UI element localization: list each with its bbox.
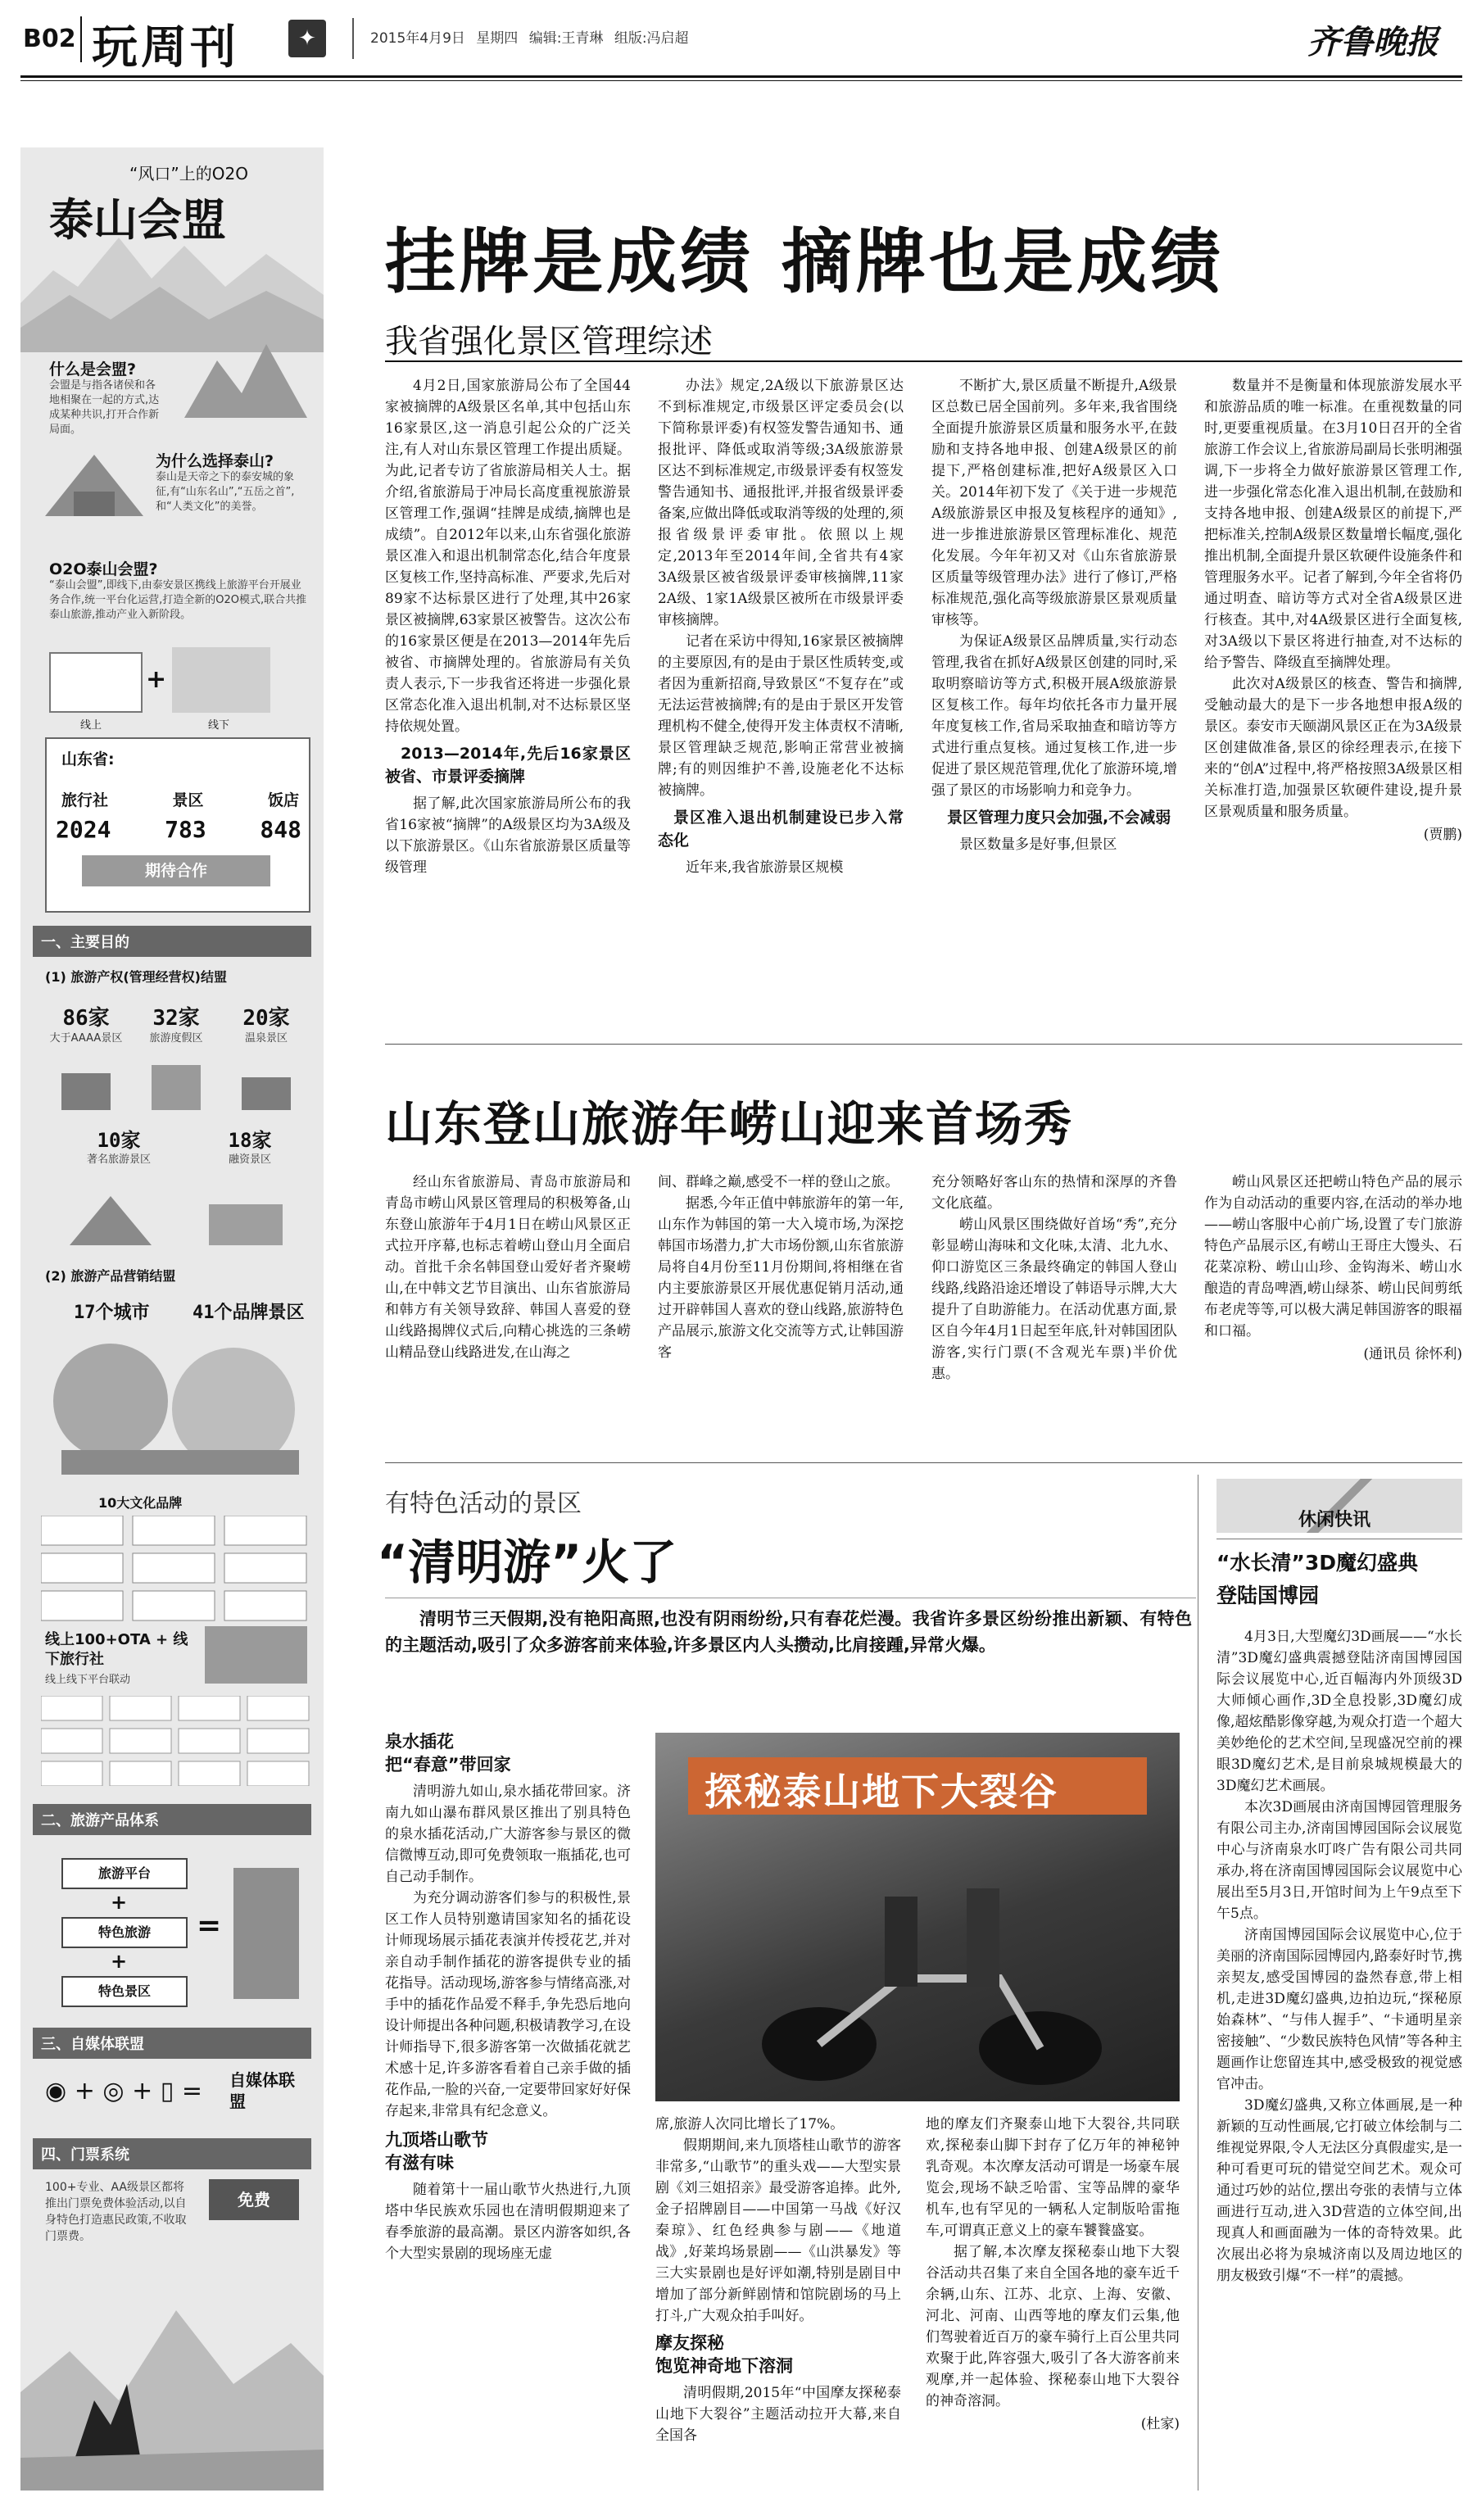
ota-label: 线上100+OTA + 线下旅行社 [45,1631,188,1668]
article3-paragraph: 据了解,本次摩友探秘泰山地下大裂谷活动共召集了来自全国各地的豪车近千余辆,山东、江苏、北京、上海、安徽、河北、河南、山西等地的摩友们云集,他们驾驶着近百万的豪车骑行上百公里共同欢聚于此,阵容强大,吸引了各大游客前来观摩,并一起体验、探秘泰山地下大裂谷的神奇溶洞。 [926,2244,1180,2409]
article1-bottom-rule [385,1044,1462,1045]
article2-column-4 [1204,1172,1462,1450]
article1-paragraph: 此次对A级景区的核查、警告和摘牌,受触动最大的是下一步各地想申报A级的景区。泰安市天颐湖风景区正在为3A级景区创建做准备,景区的徐经理表示,在接下来的“创A”过程中,将严格按照3A级景区相关标准打造,加强景区软硬件建设,提升景区景观质量和服务质量。 [1204,676,1462,820]
travel-agency-icon [205,1626,307,1684]
article1-column-2 [658,375,904,1031]
article1-column-3 [931,375,1177,1031]
article2-byline: (通讯员 徐怀利) [1363,1346,1462,1362]
brand-scenic-count: 41个品牌景区 [193,1303,305,1323]
header-divider [80,16,82,62]
article3-subhead: 把“春意”带回家 [385,1755,511,1774]
offline-label: 线下 [208,719,230,732]
article1-subtitle: 我省强化景区管理综述 [385,323,713,360]
stats-label-travel-agency: 旅行社 [61,791,109,809]
section1-stat [225,1001,307,1046]
article2-paragraph: 据悉,今年正值中韩旅游年的第一年,山东作为韩国的第一大入境市场,为深挖韩国市场潜力,扩大市场份额,山东省旅游局将自4月份至11月份期间,将相继在省内主要旅游景区开展优惠促销月活动,通过开辟韩国人喜欢的登山线路,旅游特色产品展示,旅游文化交流等方式,让韩国游客 [658,1195,904,1361]
section1-stat-desc: 融资景区 [228,1153,271,1166]
sidebar-answer-2: 泰山是天帝之下的泰安城的象征,有“山东名山”,“五岳之首”,和“人类文化”的美誉。 [156,471,295,513]
header-rule [20,75,1462,78]
section1-stat-num: 10家 [97,1129,141,1152]
culture-brands-label: 10大文化品牌 [98,1495,183,1511]
article2-paragraph: 间、群峰之巅,感受不一样的登山之旅。 [658,1174,899,1190]
social-media-icons: ◉ + ◎ + ▯ = [45,2077,202,2105]
section1-stat-desc: 温泉景区 [244,1032,288,1045]
section1-stat-desc: 著名旅游景区 [86,1153,151,1166]
sidebar-title: 泰山会盟 [49,193,226,246]
product-package-icon [233,1868,299,1999]
section1-stat-num: 20家 [242,1006,290,1031]
free-ticket-badge: 免费 [209,2179,299,2220]
product-system-item: 特色景区 [61,1976,188,2007]
plus-sign: + [111,1891,128,1914]
article2-column-2 [658,1172,904,1450]
article4-paragraph: 本次3D画展由济南国博园管理服务有限公司主办,济南国博园国际会议展览中心与济南泉水叮咚广告有限公司共同承办,将在济南国博园国际会议展览中心展出至5月3日,开馆时间为上午9点至下午5点。 [1216,1799,1462,1922]
cities-count: 17个城市 [74,1303,150,1323]
article3-subhead: 九顶塔山歌节 [385,2130,488,2150]
plus-sign: + [111,1950,128,1973]
ota-sublabel: 线上线下平台联动 [45,1674,131,1686]
article1-paragraph: 景区数量多是好事,但景区 [959,836,1117,853]
article2-paragraph: 崂山风景区还把崂山特色产品的展示作为自动活动的重要内容,在活动的举办地——崂山客服中心前广场,设置了专门旅游特色产品展示区,有崂山王哥庄大馒头、石花菜凉粉、崂山山珍、金钩海米、崂山水酿造的青岛啤酒,崂山绿茶、崂山民间剪纸布老虎等等,可以极大满足韩国游客的眼福和口福。 [1204,1174,1462,1339]
product-system-item: 旅游平台 [61,1858,188,1889]
section1-stats [45,1001,307,1046]
article1-rule [385,360,1462,362]
article1-subhead: 景区准入退出机制建设已步入常态化 [658,809,904,850]
article4-title-line: 登陆国博园 [1216,1584,1320,1607]
plus-sign: + [146,665,167,694]
article3-subhead: 有滋有味 [385,2153,454,2173]
section1-stat-num: 32家 [152,1006,200,1031]
article3-paragraph: 席,旅游人次同比增长了17%。 [655,2116,845,2132]
stats-value-travel-agency: 2024 [56,816,111,843]
sidebar-question-2: 为什么选择泰山? [156,452,274,470]
article2-title: 山东登山旅游年崂山迎来首场秀 [385,1096,1074,1152]
sidebar-answer-1: 会盟是与指各诸侯和各地相聚在一起的方式,达成某种共识,打开合作新局面。 [49,379,160,436]
article3-kicker: 有特色活动的景区 [385,1489,582,1518]
sidebar-section-2: 二、旅游产品体系 [33,1804,311,1835]
article2-paragraph: 充分领略好客山东的热情和深厚的齐鲁文化底蕴。 [931,1174,1177,1212]
article1-title: 挂牌是成绩 摘牌也是成绩 [385,221,1224,303]
article3-paragraph: 假期期间,来九顶塔桂山歌节的游客非常多,“山歌节”的重头戏——大型实景剧《刘三姐招亲》最受游客追捧。此外,金子招牌剧目——中国第一马战《好汉秦琼》、红色经典参与剧——《地道战》,好莱坞场景剧——《山洪暴发》等三大实景剧也是好评如潮,特别是剧目中增加了部分新鲜剧情和馆院剧场的马上打斗,广大观众拍手叫好。 [655,2137,901,2324]
product-system-item: 特色旅游 [61,1917,188,1948]
section1-stat-desc: 大于AAAA景区 [49,1032,123,1045]
article3-column-3 [926,2114,1180,2491]
stats-labels [61,788,299,810]
article1-subhead: 景区管理力度只会加强,不会减弱 [947,809,1171,827]
article1-paragraph: 记者在采访中得知,16家景区被摘牌的主要原因,有的是由于景区性质转变,或者因为重新招商,导致景区“不复存在”或无法运营被摘牌;有的是由于景区开发管理机构不健全,使得开发主体责权不清晰,景区管理缺乏规范,影响正常营业被摘牌;有的则因维护不善,设施老化不达标被摘牌。 [658,633,904,799]
stats-label-scenic: 景区 [172,791,204,809]
article3-byline: (杜家) [1140,2416,1180,2432]
article1-paragraph: 为保证A级景区品牌质量,实行动态管理,我省在抓好A级景区创建的同时,采取明察暗访等方式,积极开展A级旅游景区复核工作。每年均依托各市力量开展年度复核工作,省局采取抽查和暗访等方式进行重点复核。通过复核工作,进一步促进了景区规范管理,优化了旅游环境,增强了景区的市场影响力和竞争力。 [931,633,1177,799]
sidebar-section-3: 三、自媒体联盟 [33,2028,311,2059]
article2-bottom-rule [385,1462,1462,1463]
stats-value-hotel: 848 [260,816,301,843]
motorcycle-cave-photo [655,1733,1180,2101]
article3-paragraph: 为充分调动游客们参与的积极性,景区工作人员特别邀请国家知名的插花设计师现场展示插花表演并传授花艺,并对亲自动手制作插花的游客提供专业的插花指导。活动现场,游客参与情绪高涨,对手中的插花作品爱不释手,争先恐后地向设计师提出各种问题,积极请教学习,在设计师指导下,很多游客第一次做插花就艺术感十足,许多游客看着自己亲手做的插花作品,一脸的兴奋,一定要带回家好好保存起来,非常具有纪念意义。 [385,1890,631,2119]
header-rule-thin [20,80,1462,81]
article1-paragraph: 4月2日,国家旅游局公布了全国44家被摘牌的A级景区名单,其中包括山东16家景区,这一消息引起公众的广泛关注,有人对山东景区管理工作提出质疑。为此,记者专访了省旅游局相关人士。据介绍,省旅游局于冲局长高度重视旅游景区管理工作,强调“挂牌是成绩,摘牌也是成绩”。自2012年以来,山东省强化旅游景区准入和退出机制常态化,结合年度景区复核工作,坚持高标准、严要求,先后对89家不达标景区进行了处理,其中26家景区被摘牌,63家景区被警告。这次公布的16家景区便是在2013—2014年先后被省、市摘牌处理的。省旅游局有关负责人表示,下一步我省还将进一步强化景区常态化准入退出机制,对不达标景区坚持依规处置。 [385,378,631,735]
stats-value-scenic: 783 [165,816,206,843]
section1-stat [45,1001,127,1046]
sidebar-answer-3: “泰山会盟”,即线下,由泰安景区携线上旅游平台开展业务合作,统一平台化运营,打造全新的O2O模式,联合共推泰山旅游,推动产业入新阶段。 [49,579,307,621]
article1-paragraph: 据了解,此次国家旅游局所公布的我省16家被“摘牌”的A级景区均为3A级及以下旅游景区。《山东省旅游景区质量等级管理 [385,795,631,876]
article2-column-3 [931,1172,1177,1450]
article1-column-1 [385,375,631,1031]
mountain-silhouette-illustration [20,2261,324,2491]
sidebar-section-1a: (1) 旅游产权(管理经营权)结盟 [45,969,227,985]
article1-paragraph: 近年来,我省旅游景区规模 [686,859,844,876]
article2-column-1 [385,1172,631,1450]
pagoda-icon [176,328,315,426]
storefront-icon [172,647,270,713]
section1-stat [70,1124,168,1167]
article4-paragraph: 济南国博园国际会议展览中心,位于美丽的济南国际园博园内,路泰好时节,携亲契友,感受国博园的盎然春意,带上相机,走进3D魔幻盛典,边拍边玩,“探秘原始森林”、“与伟人握手”、“卡通明星亲密接触”、“少数民族特色风情”等各种主题画作让您留连其中,感受极致的视觉感官冲击。 [1216,1927,1462,2092]
date-line: 2015年4月9日 星期四 编辑:王青琳 组版:冯启超 [370,30,689,47]
sidebar-question-3: O2O泰山会盟? [49,560,158,578]
expect-cooperation-banner: 期待合作 [82,855,270,886]
article3-column-1 [385,1730,631,2492]
ota-logo-grid [41,1696,311,1786]
section1-stat-num: 18家 [228,1129,272,1152]
article3-title: “清明游”火了 [377,1534,677,1590]
newspaper-logo: 齐鲁晚报 [1307,23,1438,61]
leisure-news-label: 休闲快讯 [1298,1510,1371,1530]
sidebar-section-1b: (2) 旅游产品营销结盟 [45,1268,176,1284]
article1-paragraph: 办法》规定,2A级以下旅游景区达不到标准规定,市级景区评定委员会(以下简称景评委)有权签发警告通知书、通报批评、降低或取消等级;3A级旅游景区达不到标准规定,市级景评委有权签发警告通知书、通报批评,并报省级景评委备案,应做出降低或取消等级的处理的,须报省级景评委审批。依照以上规定,2013年至2014年间,全省共有4家3A级景区被省级景评委审核摘牌,11家2A级、1家1A级景区被所在市级景评委审核摘牌。 [658,378,904,628]
scenic-buildings-icons [45,1172,307,1253]
online-label: 线上 [80,719,102,732]
media-alliance-label: 自媒体联盟 [229,2070,295,2111]
sidebar-section-4: 四、门票系统 [33,2138,311,2169]
section-title: 玩周刊 [92,21,239,75]
page-number: B02 [23,25,76,53]
article3-lead: 清明节三天假期,没有艳阳高照,也没有阴雨纷纷,只有春花烂漫。我省许多景区纷纷推出新颖、有特色的主题活动,吸引了众多游客前来体验,许多景区内人头攒动,比肩接踵,异常火爆。 [385,1609,1192,1655]
temple-icon [41,442,147,524]
article4-title-line: “水长清”3D魔幻盛典 [1216,1551,1419,1575]
section1-stat-desc: 旅游度假区 [149,1032,203,1045]
article3-subhead: 饱览神奇地下溶洞 [655,2356,793,2376]
sidebar-kicker: “风口”上的O2O [129,164,248,184]
section1-stat [135,1001,217,1046]
section1-stats-2 [70,1124,299,1167]
article1-column-4 [1204,375,1462,1031]
article3-subhead: 泉水插花 [385,1732,454,1752]
weekly-logo-icon: ✦ [288,20,326,57]
article2-paragraph: 经山东省旅游局、青岛市旅游局和青岛市崂山风景区管理局的积极筹备,山东登山旅游年于4月1日在崂山风景区正式拉开序幕,也标志着崂山登山月全面启动。首批千余名韩国登山爱好者齐聚崂山,在中韩文艺节目演出、山东省旅游局和韩方有关领导致辞、韩国人喜爱的登山线路揭牌仪式后,向精心挑选的三条崂山精品登山线路进发,在山海之 [385,1174,631,1361]
equals-sign: = [197,1909,222,1942]
article1-paragraph: 数量并不是衡量和体现旅游发展水平和旅游品质的唯一标准。在重视数量的同时,更要重视质量。在3月10日召开的全省旅游工作会议上,省旅游局副局长张明湘强调,下一步将全力做好旅游景区管理工作,进一步强化常态化准入退出机制,在鼓励和支持各地申报、创建A级景区的前提下,严把标准关,控制A级景区数量增长幅度,强化推出机制,全面提升景区软硬件设施条件和管理服务水平。记者了解到,今年全省将仍通过明查、暗访等方式对全省A级景区进行核查。其中,对4A级景区进行全面复核,对3A级以下景区将进行抽查,对不达标的给予警告、降级直至摘牌处理。 [1204,378,1462,671]
travel-collage-illustration [45,1327,307,1483]
stats-label-hotel: 饭店 [267,791,299,809]
article4-paragraph: 3D魔幻盛典,又称立体画展,是一种新颖的互动性画展,它打破立体绘制与二维视觉界限,令人无法区分真假虚实,是一种可看更可玩的错觉空间艺术。观众可通过巧妙的站位,摆出夸张的表情与立体画进行互动,进入3D营造的立体空间,出现真人和画面融为一体的奇特效果。此次展出必将为泉城济南以及周边地区的朋友极致引爆“不一样”的震撼。 [1216,2097,1462,2284]
stats-region: 山东省: [61,750,115,768]
article3-paragraph: 地的摩友们齐聚泰山地下大裂谷,共同联欢,探秘泰山脚下封存了亿万年的神秘钟乳奇观。本次摩友活动可谓是一场豪车展览会,现场不缺乏哈雷、宝等品牌的豪华机车,也有罕见的一辆私人定制版哈雷拖车,可谓真正意义上的豪车饕餮盛宴。 [926,2116,1180,2239]
article4-column [1216,1626,1462,2495]
brand-logo-grid [41,1516,311,1622]
header-separator [352,18,354,59]
section1-stat [201,1124,299,1167]
ticket-system-text: 100+专业、AA级景区都将推出门票免费体验活动,以自身特色打造惠民政策,不收取门票费。 [45,2181,187,2243]
article2-paragraph: 崂山风景区围绕做好首场“秀”,充分彰显崂山海味和文化味,太清、北九水、仰口游览区三条最终确定的韩国人登山线路,线路沿途还增设了韩语导示牌,大大提升了自助游能力。在活动优惠方面,景区自今年4月1日起至年底,针对韩国团队游客,实行门票(不含观光车票)半价优惠。 [931,1217,1177,1382]
article3-paragraph: 清明游九如山,泉水插花带回家。济南九如山瀑布群风景区推出了别具特色的泉水插花活动,广大游客参与景区的微信微博互动,即可免费领取一瓶插花,也可自己动手制作。 [385,1783,631,1885]
article1-byline: (贾鹏) [1423,827,1462,843]
article3-paragraph: 清明假期,2015年“中国摩友探秘泰山地下大裂谷”主题活动拉开大幕,来自全国各 [655,2385,901,2444]
sidebar-question-1: 什么是会盟? [49,360,137,378]
stats-values [56,816,301,843]
photo-banner-text: 探秘泰山地下大裂谷 [705,1770,1058,1814]
sidebar-section-1: 一、主要目的 [33,926,311,957]
article1-paragraph: 不断扩大,景区质量不断提升,A级景区总数已居全国前列。多年来,我省围绕全面提升旅游景区质量和服务水平,在鼓励和支持各地申报、创建A级景区的前提下,严格创建标准,把好A级景区入口关。2014年初下发了《关于进一步规范A级旅游景区申报及复核程序的通知》,进一步推进旅游景区管理标准化、规范化发展。今年年初又对《山东省旅游景区质量等级管理办法》进行了修订,严格标准规范,强化高等级旅游景区景观质量审核等。 [931,378,1177,628]
article4-title [1216,1547,1418,1612]
article4-paragraph: 4月3日,大型魔幻3D画展——“水长清”3D魔幻盛典震撼登陆济南国博园国际会议展览中心,近百幅海内外顶级3D大师倾心画作,3D全息投影,3D魔幻成像,超炫酷影像穿越,为观众打造一个超大美妙绝伦的艺术空间,呈现盛况空前的裸眼3D魔幻艺术,是目前泉城规模最大的3D魔幻艺术画展。 [1216,1629,1462,1794]
section1-stat-num: 86家 [62,1006,110,1031]
article1-subhead: 2013—2014年,先后16家景区被省、市景评委摘牌 [385,745,631,786]
article3-column-2 [655,2114,901,2491]
laptop-icon [49,652,143,713]
buildings-icons [45,1057,307,1114]
article3-subhead: 摩友探秘 [655,2333,724,2353]
article3-paragraph: 随着第十一届山歌节火热进行,九顶塔中华民族欢乐园也在清明假期迎来了春季旅游的最高潮。景区内游客如织,各个大型实景剧的现场座无虚 [385,2182,631,2262]
